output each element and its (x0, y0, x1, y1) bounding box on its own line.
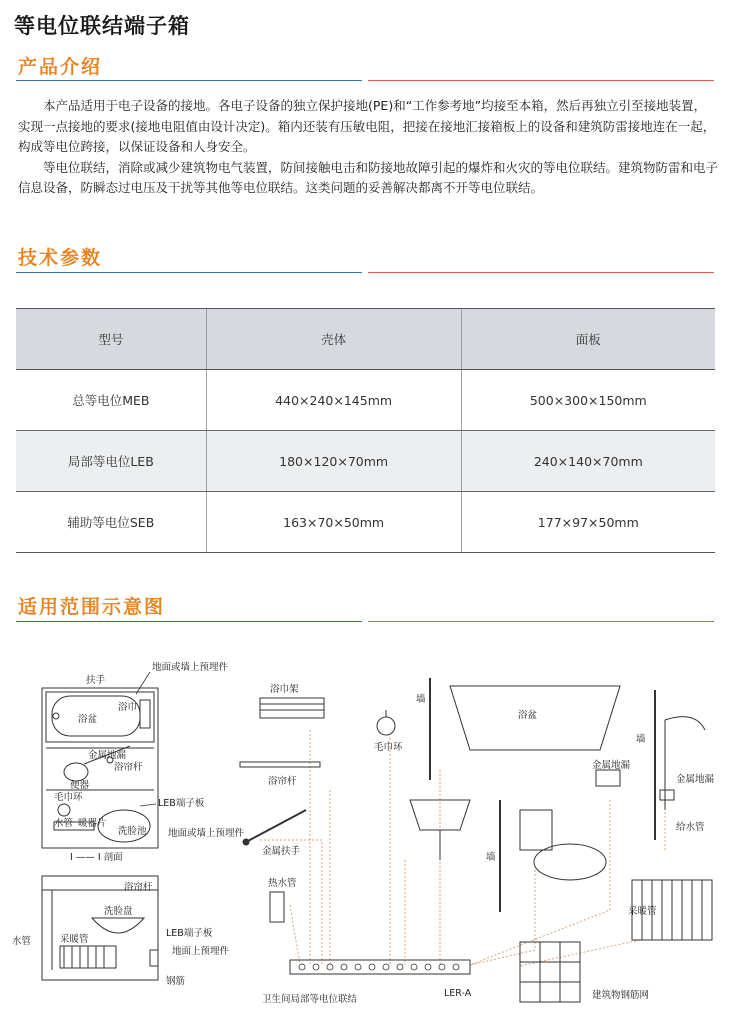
fixtures-iso (240, 678, 712, 1002)
label-handrail: 扶手 (86, 675, 106, 686)
label-towel-rack: 浴巾架 (270, 684, 299, 695)
label-metal-drain: 金属地漏 (88, 750, 127, 761)
label-leb-section: LEB端子板 (166, 928, 213, 939)
params-table (16, 308, 715, 553)
label-embed-mid: 地面或墙上预埋件 (168, 828, 245, 839)
header-housing: 壳体 (206, 309, 461, 370)
label-water-pipe-section: 水管 (12, 936, 32, 947)
label-wall-2: 墙 (636, 734, 646, 745)
toilet-plan-icon (64, 763, 88, 781)
section-rule-blue (16, 272, 362, 273)
label-metal-drain-2: 金属地漏 (676, 774, 715, 785)
towel-ring-plan-icon (58, 804, 70, 816)
label-radiator: 暖器片 (78, 818, 107, 829)
page-title: 等电位联结端子箱 (14, 14, 190, 38)
cell-model: 辅助等电位SEB (16, 492, 206, 553)
label-heating-pipe-iso: 采暖管 (628, 906, 657, 917)
hot-water-pipe-icon (270, 892, 284, 922)
label-basin: 洗脸池 (118, 826, 147, 837)
towel-rack-icon (260, 698, 324, 718)
curtain-rod-icon (240, 762, 320, 767)
metal-drain-1-icon (596, 770, 620, 786)
cell-housing: 440×240×145mm (206, 370, 461, 431)
ler-terminals (299, 964, 459, 970)
section-title-diagram: 适用范围示意图 (18, 596, 166, 618)
towel-shape (140, 700, 150, 728)
label-heating-pipe: 采暖管 (60, 934, 89, 945)
cell-housing: 180×120×70mm (206, 431, 461, 492)
section-rule-red (368, 80, 714, 81)
section-title-params: 技术参数 (18, 247, 103, 269)
label-curtain-rod-section: 浴帘杆 (124, 882, 153, 893)
application-diagram (0, 650, 730, 1017)
intro-text (18, 96, 718, 199)
section-rule-red (368, 621, 714, 622)
label-section: I —— I 剖面 (70, 852, 123, 863)
cell-model: 总等电位MEB (16, 370, 206, 431)
leb-section-box (150, 950, 158, 966)
label-embed-section: 地面上预埋件 (172, 946, 230, 957)
header-panel: 面板 (461, 309, 715, 370)
table-row (16, 370, 715, 431)
table-row (16, 431, 715, 492)
label-wall-3: 墙 (486, 852, 496, 863)
section-rule-blue (16, 80, 362, 81)
tub-drain-icon (53, 713, 59, 719)
label-caption: 卫生间局部等电位联结 (262, 994, 358, 1005)
label-curtain-rod-iso: 浴帘杆 (268, 776, 297, 787)
label-leb-board: LEB端子板 (158, 798, 205, 809)
label-supply-pipe: 给水管 (676, 822, 705, 833)
washbasin-section-icon (92, 918, 144, 933)
metal-handrail-icon (246, 810, 306, 842)
table-header-row (16, 309, 715, 370)
cell-housing: 163×70×50mm (206, 492, 461, 553)
shower-head-icon (665, 717, 705, 730)
label-washbasin: 洗脸盘 (104, 906, 133, 917)
label-curtain-rod: 浴帘杆 (114, 762, 143, 773)
section-rule-blue (16, 621, 362, 622)
label-embed-top: 地面或墙上预埋件 (152, 662, 229, 673)
section-rule-red (368, 272, 714, 273)
toilet-tank-icon (520, 810, 552, 850)
toilet-bowl-icon (534, 844, 606, 880)
section-labels (12, 881, 230, 987)
label-toilet: 便器 (70, 780, 90, 791)
intro-paragraph-2: 等电位联结，消除或减少建筑物电气装置，防间接触电击和防接地故障引起的爆炸和火灾的等电位联结。建筑物防雷和电子信息设备，防瞬态过电压及干扰等其他等电位联结。这类问题的妥善解决都离不开等电位联结。 (18, 159, 719, 195)
header-model: 型号 (16, 309, 206, 370)
label-hot-water-pipe: 热水管 (268, 878, 297, 889)
metal-drain-2-icon (660, 790, 674, 800)
label-towel: 浴巾 (118, 702, 138, 713)
cell-panel: 500×300×150mm (461, 370, 715, 431)
plan-labels (54, 661, 245, 863)
cell-panel: 177×97×50mm (461, 492, 715, 553)
label-metal-handrail: 金属扶手 (262, 846, 301, 857)
label-bathtub: 浴盆 (78, 714, 98, 725)
label-water-pipe: 水管 (54, 818, 74, 829)
section-title-intro: 产品介绍 (18, 56, 103, 78)
intro-paragraph-1: 本产品适用于电子设备的接地。各电子设备的独立保护接地(PE)和“工作参考地”均接至本箱，然后再独立引至接地装置，实现一点接地的要求(接地电阻值由设计决定)。箱内还装有压敏电阻，把接在接地汇接箱板上的设备和建筑防雷接地连在一起，构成等电位跨接，以保证设备和人身安全。 (18, 98, 716, 154)
label-wall-1: 墙 (416, 694, 426, 705)
label-rebar: 钢筋 (166, 976, 186, 987)
towel-ring-icon (377, 717, 395, 735)
cell-panel: 240×140×70mm (461, 431, 715, 492)
label-towel-ring: 毛巾环 (54, 792, 83, 803)
label-rebar-mesh: 建筑物钢筋网 (592, 990, 650, 1001)
label-towel-ring-iso: 毛巾环 (374, 742, 403, 753)
cell-model: 局部等电位LEB (16, 431, 206, 492)
label-metal-drain-1: 金属地漏 (592, 760, 631, 771)
label-ler: LER-A (444, 988, 472, 999)
table-row (16, 492, 715, 553)
rebar-mesh-icon (520, 942, 580, 1002)
label-bathtub-iso: 浴盆 (518, 710, 538, 721)
